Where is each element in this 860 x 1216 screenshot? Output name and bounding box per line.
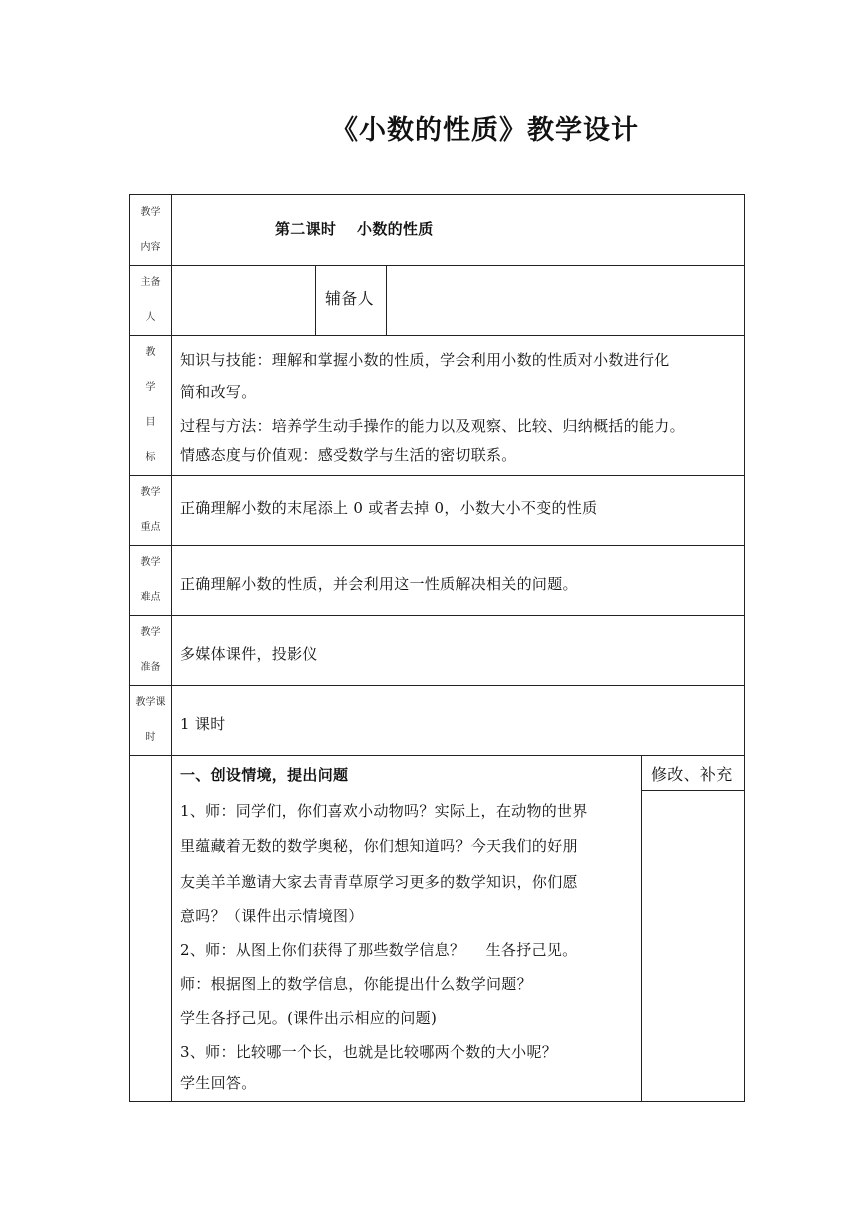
goal-line: 情感态度与价值观：感受数学与生活的密切联系。	[180, 446, 517, 464]
preparation-value: 多媒体课件，投影仪	[180, 645, 318, 663]
row-divider	[130, 335, 744, 336]
side-header-divider	[641, 790, 744, 791]
process-line: 2、师：从图上你们获得了那些数学信息？ 生各抒己见。	[180, 941, 578, 959]
process-line: 里蕴藏着无数的数学奥秘，你们想知道吗？今天我们的好朋	[180, 837, 578, 855]
goals-label: 教 学 目 标	[145, 346, 156, 463]
row-divider	[130, 755, 744, 756]
process-line: 1、师：同学们，你们喜欢小动物吗？实际上，在动物的世界	[180, 802, 588, 820]
goal-line: 知识与技能：理解和掌握小数的性质，学会利用小数的性质对小数进行化	[180, 351, 670, 369]
preparation-label: 教学 准备	[140, 626, 161, 673]
preparer-divider	[386, 265, 387, 335]
lesson-plan-table	[129, 194, 745, 1102]
row-divider	[130, 265, 744, 266]
label-column-divider	[171, 195, 172, 1101]
row-divider	[130, 615, 744, 616]
hours-label: 教学课 时	[135, 696, 166, 743]
process-line: 友美羊羊邀请大家去青青草原学习更多的数学知识，你们愿	[180, 873, 578, 891]
key-points-value: 正确理解小数的末尾添上 0 或者去掉 0，小数大小不变的性质	[180, 499, 598, 517]
goal-line: 过程与方法：培养学生动手操作的能力以及观察、比较、归纳概括的能力。	[180, 417, 685, 435]
row-divider	[130, 545, 744, 546]
process-line: 学生回答。	[180, 1074, 257, 1092]
hours-value: 1 课时	[180, 715, 226, 733]
notes-header: 修改、补充	[651, 765, 733, 784]
row-divider	[130, 685, 744, 686]
goal-line: 简和改写。	[180, 383, 257, 401]
assistant-label: 辅备人	[325, 289, 374, 308]
section-heading: 一、创设情境，提出问题	[180, 766, 349, 784]
preparer-divider	[315, 265, 316, 335]
page-title: 《小数的性质》教学设计	[331, 115, 639, 146]
process-line: 意吗？（课件出示情境图）	[180, 907, 364, 925]
process-line: 师：根据图上的数学信息，你能提出什么数学问题？	[180, 975, 532, 993]
lesson-content: 第二课时 小数的性质	[275, 220, 434, 238]
key-points-label: 教学 重点	[140, 486, 161, 533]
row-divider	[130, 475, 744, 476]
preparer-label: 主备 人	[140, 276, 161, 323]
difficulties-label: 教学 难点	[140, 556, 161, 603]
content-label: 教学 内容	[140, 206, 161, 253]
process-line: 3、师：比较哪一个长，也就是比较哪两个数的大小呢？	[180, 1043, 558, 1061]
process-line: 学生各抒己见。(课件出示相应的问题)	[180, 1009, 438, 1027]
notes-column-divider	[641, 755, 642, 1101]
difficulties-value: 正确理解小数的性质，并会利用这一性质解决相关的问题。	[180, 575, 578, 593]
